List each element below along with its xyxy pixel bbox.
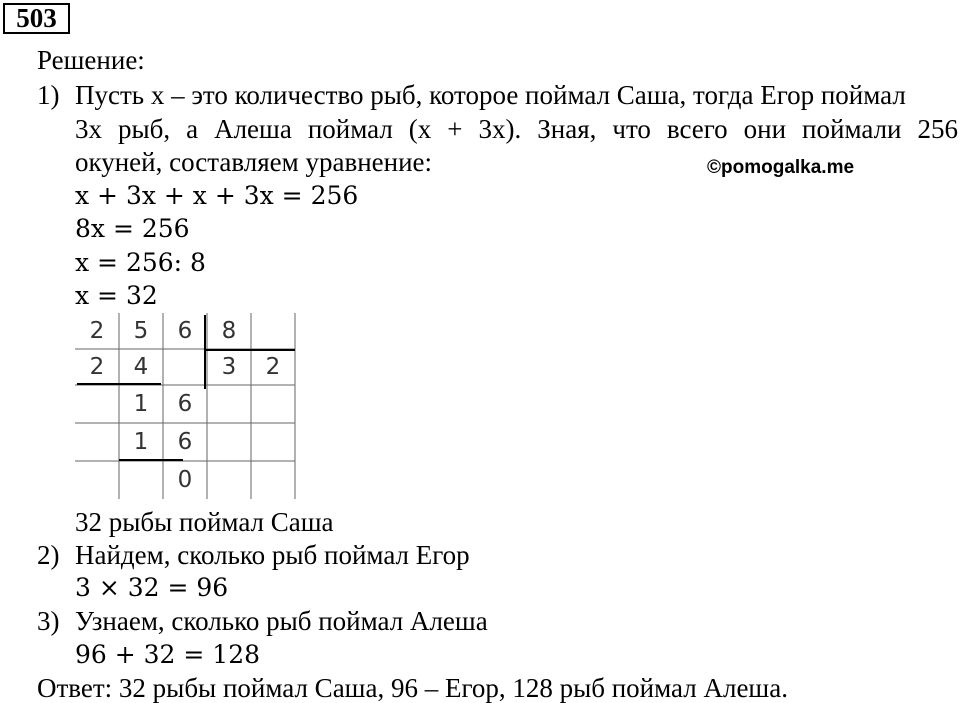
grid-digit: 5 (133, 318, 149, 344)
grid-digit: 6 (177, 429, 193, 455)
step-1-line-2: 3х рыб, а Алеша поймал (х + 3х). Зная, что всего они поймали 256 (75, 114, 958, 144)
step-1-line-3: окуней, составляем уравнение: (75, 147, 433, 177)
step-3-text: Узнаем, сколько рыб поймал Алеша (75, 606, 488, 636)
answer: Ответ: 32 рыбы поймал Саша, 96 – Егор, 128 рыб поймал Алеша. (37, 673, 788, 703)
grid-digit: 6 (177, 318, 193, 344)
grid-digit: 2 (89, 354, 105, 380)
solution-heading: Решение: (37, 45, 145, 75)
step-3-number: 3) (37, 606, 60, 636)
grid-digit: 3 (221, 354, 237, 380)
watermark: ©pomogalka.me (707, 157, 855, 178)
grid-digit: 4 (133, 354, 149, 380)
grid-digit: 1 (133, 391, 149, 417)
equation-3: x = 256: 8 (75, 248, 206, 277)
step-2-number: 2) (37, 540, 60, 570)
grid-digit: 0 (177, 467, 193, 493)
grid-digit: 2 (89, 318, 105, 344)
problem-number: 503 (3, 3, 70, 34)
step-3-equation: 96 + 32 = 128 (75, 640, 261, 669)
step-2-equation: 3 × 32 = 96 (75, 573, 229, 602)
equation-2: 8x = 256 (75, 214, 190, 243)
equation-1: x + 3x + x + 3x = 256 (75, 181, 359, 210)
step-1-line-1: Пусть х – это количество рыб, которое поймал Саша, тогда Егор поймал (75, 80, 906, 110)
step-1-result: 32 рыбы поймал Саша (75, 507, 334, 537)
equation-4: x = 32 (75, 281, 158, 310)
grid-digit: 6 (177, 391, 193, 417)
step-2-text: Найдем, сколько рыб поймал Егор (75, 540, 470, 570)
grid-digit: 2 (265, 354, 281, 380)
step-1-number: 1) (37, 80, 60, 110)
grid-digit: 1 (133, 429, 149, 455)
grid-digit: 8 (221, 318, 237, 344)
